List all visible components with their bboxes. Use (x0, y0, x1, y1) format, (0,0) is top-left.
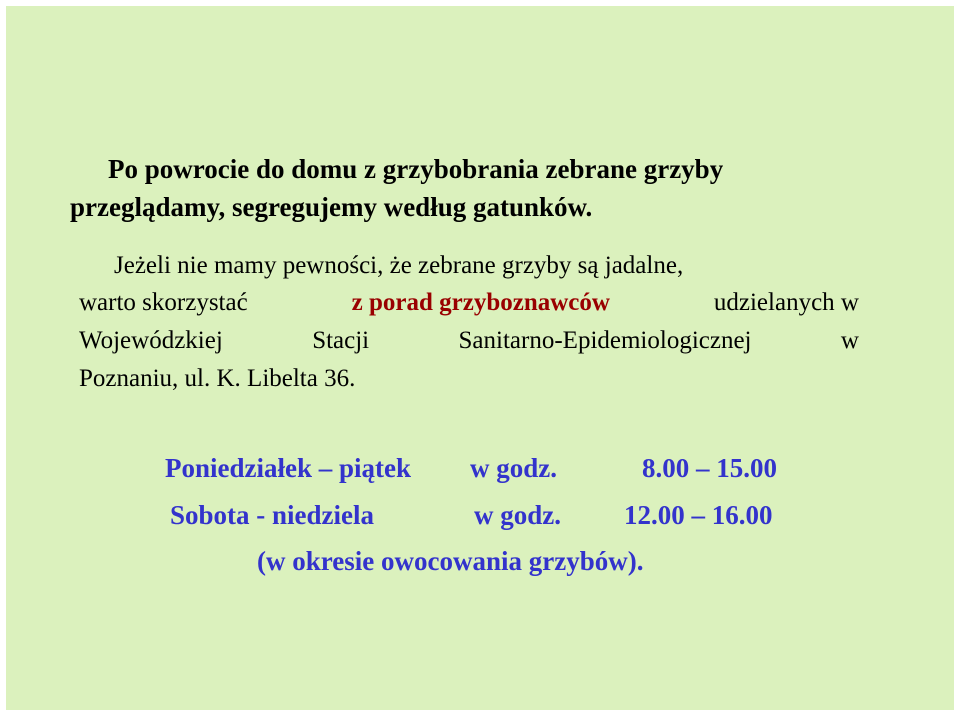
advice-line-2-start: warto skorzystać (79, 289, 248, 316)
weekend-time: 12.00 – 16.00 (624, 500, 773, 530)
weekend-days: Sobota - niedziela (170, 500, 375, 530)
intro-line-2: przeglądamy, segregujemy według gatunków. (70, 192, 593, 222)
weekday-at: w godz. (470, 453, 557, 483)
slide-background (6, 6, 954, 710)
season-note: (w okresie owocowania grzybów). (257, 546, 644, 576)
advice-line-3-word: Stacji (312, 327, 370, 354)
advice-line-3-word: Wojewódzkiej (79, 327, 223, 354)
intro-line-1: Po powrocie do domu z grzybobrania zebrane grzyby (108, 154, 724, 184)
advice-highlight: z porad grzyboznawców (351, 289, 610, 316)
advice-line-3-word: w (840, 327, 859, 354)
weekend-at: w godz. (474, 500, 561, 530)
advice-line-4: Poznaniu, ul. K. Libelta 36. (79, 365, 356, 392)
weekday-time: 8.00 – 15.00 (642, 453, 777, 483)
advice-line-2 (79, 289, 859, 317)
weekday-days: Poniedziałek – piątek (165, 453, 412, 483)
advice-line-2-end: udzielanych w (713, 289, 859, 316)
advice-line-3 (79, 327, 859, 355)
advice-line-3-word: Sanitarno-Epidemiologicznej (458, 327, 752, 354)
advice-line-1: Jeżeli nie mamy pewności, że zebrane grzyby są jadalne, (114, 252, 684, 279)
